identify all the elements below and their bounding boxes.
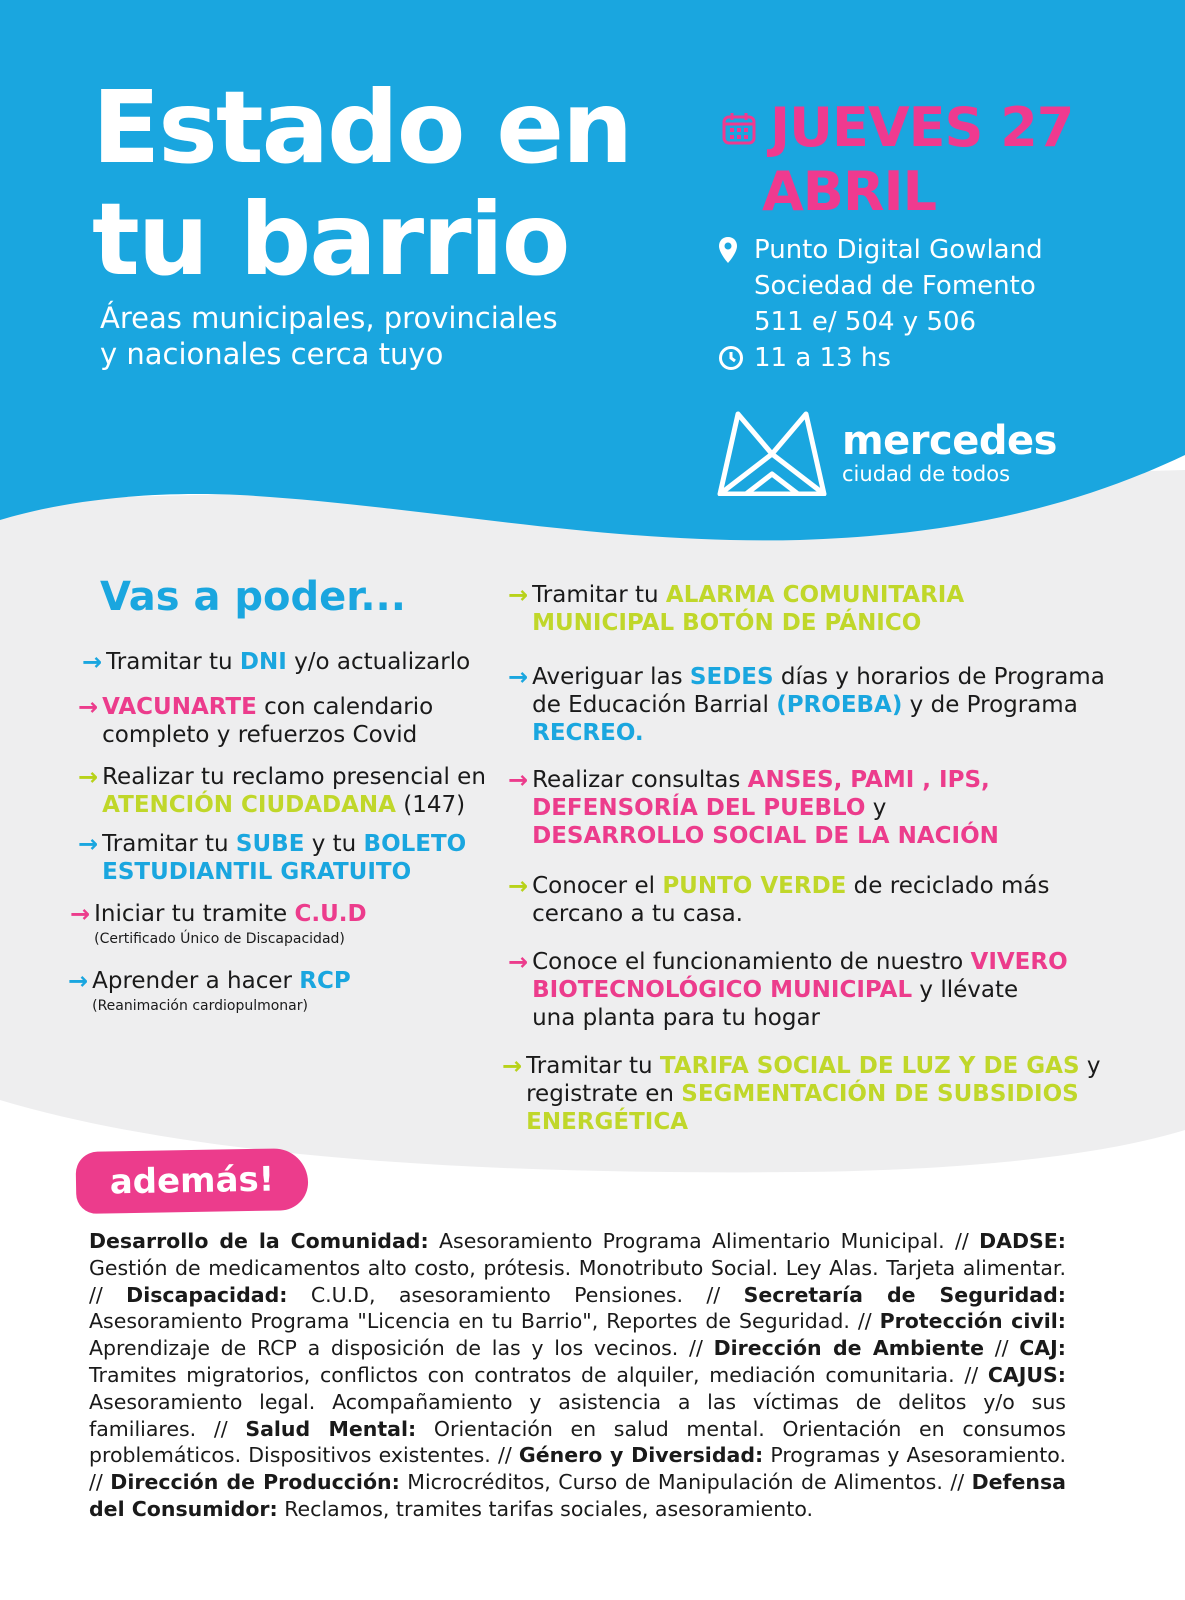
mercedes-logo-mark	[716, 410, 828, 496]
date-day: JUEVES 27	[770, 96, 1074, 159]
title-line-1: Estado en	[92, 69, 632, 186]
arrow-icon: →	[78, 830, 99, 858]
location-pin-icon	[718, 236, 738, 264]
arrow-icon: →	[82, 648, 103, 676]
arrow-icon: →	[508, 872, 529, 900]
list-item-dni: → Tramitar tu DNI y/o actualizarlo	[82, 648, 471, 676]
event-info	[718, 232, 1043, 376]
ademas-badge: además!	[75, 1148, 308, 1214]
details-paragraph: Desarrollo de la Comunidad: Asesoramiento Programa Alimentario Municipal. // DADSE: Gestión de medicamentos alto costo, prótesis. Monotributo Social. Ley Alas. Tarjeta alimentar. // Discapacidad: C.U.D, asesoramiento Pensiones. // Secretaría de Seguridad: Asesoramiento Programa "Licencia en tu Barrio", Reportes de Seguridad. // Protección civil: Aprendizaje de RCP a disposición de las y los vecinos. // Dirección de Ambiente // CAJ: Tramites migratorios, conflictos con contratos de alquiler, mediación comunitaria. // CAJUS: Asesoramiento legal. Acompañamiento y asistencia a las víctimas de delitos y/o sus familiares. // Salud Mental: Orientación en salud mental. Orientación en consumos problemáticos. Dispositivos existentes. // Género y Diversidad: Programas y Asesoramiento. // Dirección de Producción: Microcréditos, Curso de Manipulación de Alimentos. // Defensa del Consumidor: Reclamos, tramites tarifas sociales, asesoramiento.	[89, 1229, 1066, 1521]
calendar-icon	[722, 111, 756, 145]
title-line-2: tu barrio	[92, 181, 569, 298]
list-item-punto-verde: → Conocer el PUNTO VERDE de reciclado más cercano a tu casa.	[508, 872, 1050, 927]
section-title: Vas a poder...	[100, 574, 406, 620]
clock-icon	[718, 345, 744, 371]
event-date	[722, 96, 1073, 224]
arrow-icon: →	[78, 763, 99, 791]
list-item-alarma: → Tramitar tu ALARMA COMUNITARIA MUNICIPAL BOTÓN DE PÁNICO	[508, 581, 965, 636]
list-item-sedes: → Averiguar las SEDES días y horarios de Programa de Educación Barrial (PROEBA) y de Programa RECREO.	[508, 663, 1105, 746]
list-item-sube: → Tramitar tu SUBE y tu BOLETO ESTUDIANTIL GRATUITO	[78, 830, 467, 885]
list-item-reclamo: → Realizar tu reclamo presencial en ATENCIÓN CIUDADANA (147)	[78, 763, 486, 818]
subtitle-line-1: Áreas municipales, provinciales	[100, 301, 558, 335]
subtitle	[100, 300, 558, 372]
mercedes-logo	[716, 410, 1057, 496]
arrow-icon: →	[78, 693, 99, 721]
location-address: 511 e/ 504 y 506	[754, 307, 977, 337]
arrow-icon: →	[502, 1052, 523, 1080]
logo-tagline: ciudad de todos	[842, 462, 1011, 486]
event-time: 11 a 13 hs	[754, 343, 891, 373]
list-item-consultas: → Realizar consultas ANSES, PAMI , IPS, DEFENSORÍA DEL PUEBLO y DESARROLLO SOCIAL DE LA NACIÓN	[508, 766, 999, 849]
arrow-icon: →	[508, 948, 529, 976]
page-title	[92, 69, 632, 298]
location-place: Sociedad de Fomento	[754, 271, 1036, 301]
subtitle-line-2: y nacionales cerca tuyo	[100, 337, 444, 371]
list-item-vacunarte: → VACUNARTE con calendario completo y refuerzos Covid	[78, 693, 434, 748]
arrow-icon: →	[68, 967, 89, 995]
list-item-vivero: → Conoce el funcionamiento de nuestro VIVERO BIOTECNOLÓGICO MUNICIPAL y llévate una planta para tu hogar	[508, 948, 1068, 1031]
logo-name: mercedes	[842, 418, 1057, 464]
date-month: ABRIL	[762, 160, 937, 223]
arrow-icon: →	[70, 900, 91, 928]
list-item-rcp: → Aprender a hacer RCP (Reanimación cardiopulmonar)	[68, 967, 351, 1014]
arrow-icon: →	[508, 581, 529, 609]
list-item-cud: → Iniciar tu tramite C.U.D (Certificado Único de Discapacidad)	[70, 900, 367, 947]
location-name: Punto Digital Gowland	[754, 235, 1043, 265]
list-item-tarifa: → Tramitar tu TARIFA SOCIAL DE LUZ Y DE GAS y registrate en SEGMENTACIÓN DE SUBSIDIOS ENERGÉTICA	[502, 1052, 1101, 1135]
arrow-icon: →	[508, 766, 529, 794]
arrow-icon: →	[508, 663, 529, 691]
